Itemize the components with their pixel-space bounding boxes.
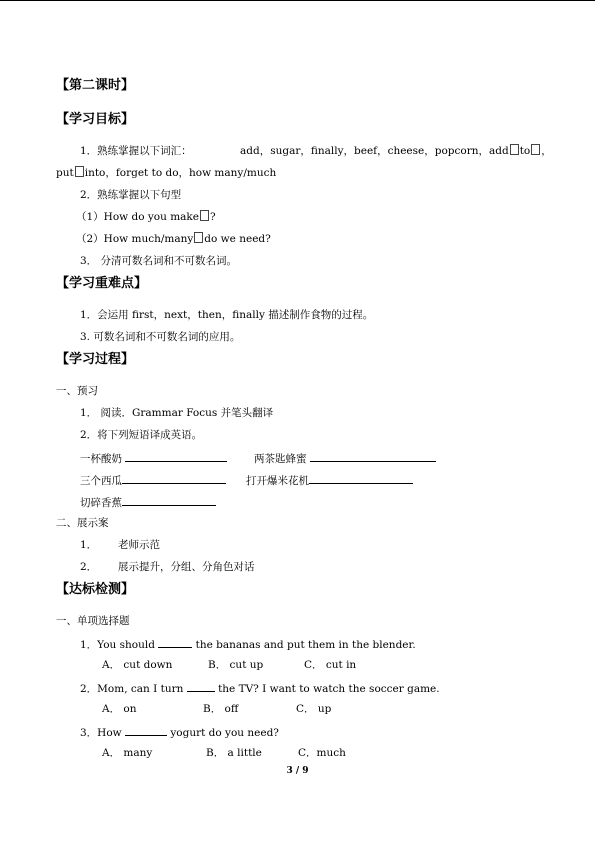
preview-item-2: 2．将下列短语译成英语。 <box>80 429 203 441</box>
phrase-4 <box>246 472 413 488</box>
question-3-option-b[interactable]: B． a little <box>206 747 262 759</box>
pattern-1-end: ? <box>210 211 216 223</box>
question-2-option-a[interactable]: A． on <box>102 703 137 715</box>
show-item-2-number: 2． <box>80 561 98 573</box>
answer-blank[interactable] <box>122 494 216 506</box>
question-1-end: the bananas and put them in the blender. <box>195 639 416 651</box>
subsection-presentation: 二、展示案 <box>56 517 109 529</box>
question-2-option-b[interactable]: B． off <box>203 703 239 715</box>
question-1-option-b[interactable]: B． cut up <box>208 659 264 671</box>
blank-box <box>194 232 203 243</box>
vocab-put: put <box>56 167 74 179</box>
question-3-end: yogurt do you need? <box>170 727 279 739</box>
question-3 <box>80 724 279 740</box>
question-1-option-c[interactable]: C． cut in <box>304 659 357 671</box>
phrase-3-text: 三个西瓜 <box>80 475 122 487</box>
answer-blank[interactable] <box>158 636 192 648</box>
sentence-pattern-2 <box>76 232 271 246</box>
question-1-start: 1．You should <box>80 639 155 651</box>
pattern-1-text: （1）How do you make <box>76 211 200 223</box>
answer-blank[interactable] <box>125 450 227 462</box>
objective-1-vocab <box>240 144 552 158</box>
question-3-option-c[interactable]: C．much <box>298 747 346 759</box>
phrase-2-text: 两茶匙蜂蜜 <box>254 453 307 465</box>
question-2-end: the TV? I want to watch the soccer game. <box>218 683 440 695</box>
sentence-pattern-1 <box>76 210 216 224</box>
phrase-1 <box>80 450 227 466</box>
blank-box <box>75 166 84 177</box>
vocab-list: add，sugar，finally，beef，cheese，popcorn，add <box>240 145 509 157</box>
vocab-to: to <box>519 145 531 157</box>
objective-3: 3． 分清可数名词和不可数名词。 <box>80 255 238 267</box>
question-2-start: 2．Mom, can I turn <box>80 683 184 695</box>
phrase-5-text: 切碎香蕉 <box>80 497 122 509</box>
question-3-start: 3．How <box>80 727 122 739</box>
phrase-3 <box>80 472 226 488</box>
vocab-comma: ， <box>541 145 552 157</box>
blank-box <box>510 144 519 155</box>
blank-box <box>200 210 209 221</box>
objective-2: 2．熟练掌握以下句型 <box>80 189 182 201</box>
pattern-2-text: （2）How much/many <box>76 233 194 245</box>
blank-box <box>531 144 540 155</box>
pattern-2-end: do we need? <box>204 233 271 245</box>
page-number: 3 / 9 <box>286 766 309 776</box>
section-heading-assessment: 【达标检测】 <box>56 582 135 597</box>
question-2-option-c[interactable]: C． up <box>296 703 332 715</box>
question-1-option-a[interactable]: A． cut down <box>102 659 173 671</box>
objective-1-label: 1．熟练掌握以下词汇： <box>80 145 192 157</box>
phrase-5 <box>80 494 216 510</box>
subsection-multiple-choice: 一、单项选择题 <box>56 615 130 627</box>
show-item-2-text: 展示提升，分组、分角色对话 <box>118 561 255 573</box>
phrase-2 <box>254 450 436 466</box>
section-heading-lesson: 【第二课时】 <box>56 78 135 93</box>
question-2 <box>80 680 440 696</box>
key-point-1: 1．会运用 first，next，then，finally 描述制作食物的过程。 <box>80 309 374 321</box>
question-3-option-a[interactable]: A． many <box>102 747 153 759</box>
answer-blank[interactable] <box>187 680 215 692</box>
phrase-1-text: 一杯酸奶 <box>80 453 122 465</box>
question-1 <box>80 636 416 652</box>
answer-blank[interactable] <box>309 472 413 484</box>
key-point-2: 3. 可数名词和不可数名词的应用。 <box>80 331 241 343</box>
preview-item-1: 1． 阅读．Grammar Focus 并笔头翻译 <box>80 407 274 419</box>
page-top-border <box>0 0 595 1</box>
objective-1-vocab-cont <box>56 166 276 180</box>
phrase-4-text: 打开爆米花机 <box>246 475 309 487</box>
answer-blank[interactable] <box>122 472 226 484</box>
show-item-1-text: 老师示范 <box>118 539 160 551</box>
show-item-1-number: 1． <box>80 539 98 551</box>
subsection-preview: 一、预习 <box>56 385 98 397</box>
answer-blank[interactable] <box>310 450 436 462</box>
objective-1 <box>80 144 192 158</box>
vocab-rest: into，forget to do，how many/much <box>84 167 277 179</box>
section-heading-process: 【学习过程】 <box>56 352 135 367</box>
section-heading-key-points: 【学习重难点】 <box>56 276 148 291</box>
section-heading-objectives: 【学习目标】 <box>56 112 135 127</box>
answer-blank[interactable] <box>125 724 167 736</box>
